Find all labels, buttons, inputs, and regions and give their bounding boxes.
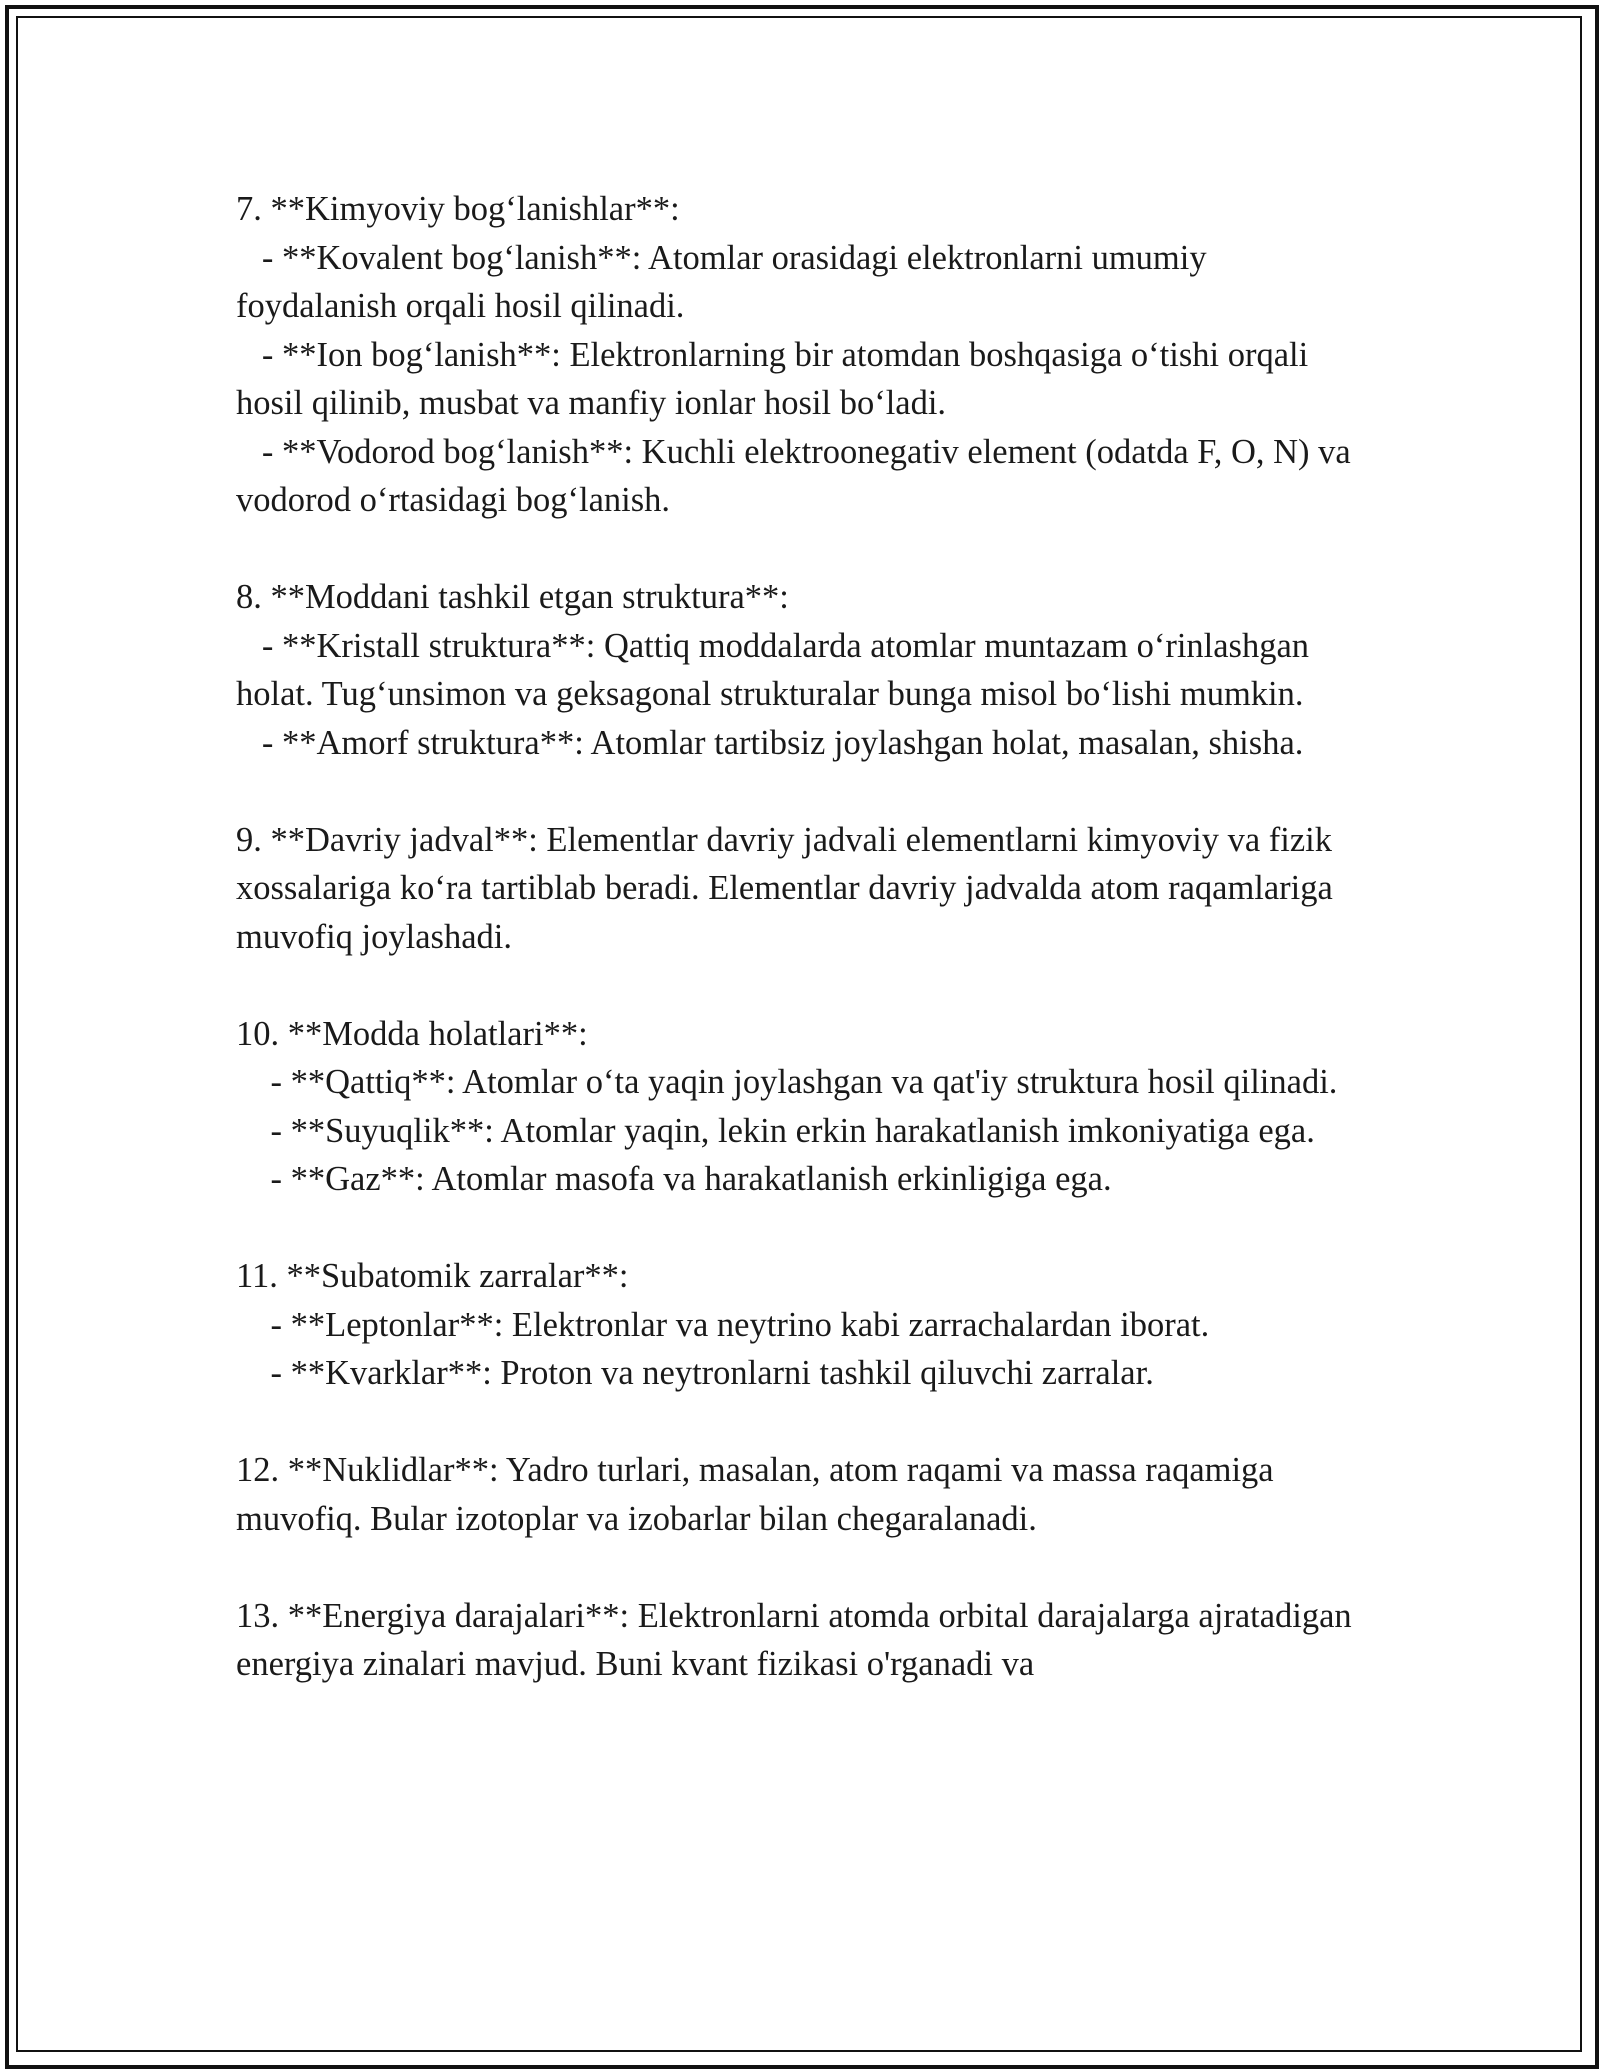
section-chemical-bonds: [236, 185, 1360, 525]
section-energy-levels: [236, 1592, 1361, 1689]
list-item: - **Kovalent bog‘lanish**: Atomlar orasidagi elektronlarni umumiy foydalanish orqali hosil qilinadi.: [236, 238, 1216, 325]
section-subatomic-particles: [236, 1252, 1356, 1398]
list-item: - **Suyuqlik**: Atomlar yaqin, lekin erkin harakatlanish imkoniyatiga ega.: [236, 1111, 1315, 1150]
list-item: - **Vodorod bog‘lanish**: Kuchli elektroonegativ element (odatda F, O, N) va vodorod o‘rtasidagi bog‘lanish.: [236, 432, 1360, 519]
list-item: - **Ion bog‘lanish**: Elektronlarning bir atomdan boshqasiga o‘tishi orqali hosil qilinib, musbat va manfiy ionlar hosil bo‘ladi.: [236, 335, 1317, 422]
list-item: - **Gaz**: Atomlar masofa va harakatlanish erkinligiga ega.: [236, 1160, 1112, 1198]
list-item: - **Leptonlar**: Elektronlar va neytrino kabi zarrachalardan iborat.: [236, 1305, 1210, 1344]
list-item: - **Kvarklar**: Proton va neytronlarni tashkil qiluvchi zarralar.: [236, 1354, 1154, 1392]
section-heading: 8. **Moddani tashkil etgan struktura**:: [236, 578, 789, 616]
paragraph: 12. **Nuklidlar**: Yadro turlari, masalan, atom raqami va massa raqamiga muvofiq. Bular izotoplar va izobarlar bilan chegaralanadi.: [236, 1451, 1283, 1538]
paragraph: 9. **Davriy jadval**: Elementlar davriy jadvali elementlarni kimyoviy va fizik xossalariga ko‘ra tartiblab beradi. Elementlar davriy jadvalda atom raqamlariga muvofiq joylashadi.: [236, 820, 1342, 956]
section-nuclides: [236, 1446, 1356, 1543]
paragraph: 13. **Energiya darajalari**: Elektronlarni atomda orbital darajalarga ajratadigan energiya zinalari mavjud. Buni kvant fizikasi o'rganadi va: [236, 1596, 1361, 1683]
section-states-of-matter: [236, 1010, 1356, 1204]
list-item: - **Amorf struktura**: Atomlar tartibsiz joylashgan holat, masalan, shisha.: [236, 723, 1304, 762]
section-matter-structure: [236, 573, 1356, 767]
section-heading: 10. **Modda holatlari**:: [236, 1014, 588, 1053]
list-item: - **Qattiq**: Atomlar o‘ta yaqin joylashgan va qat'iy struktura hosil qilinadi.: [236, 1063, 1338, 1101]
list-item: - **Kristall struktura**: Qattiq moddalarda atomlar muntazam o‘rinlashgan holat. Tug‘unsimon va geksagonal strukturalar bunga misol bo‘lishi mumkin.: [236, 626, 1318, 713]
section-heading: 7. **Kimyoviy bog‘lanishlar**:: [236, 190, 680, 228]
section-periodic-table: [236, 816, 1356, 962]
section-heading: 11. **Subatomik zarralar**:: [236, 1257, 629, 1295]
document-body: [236, 185, 1361, 1737]
